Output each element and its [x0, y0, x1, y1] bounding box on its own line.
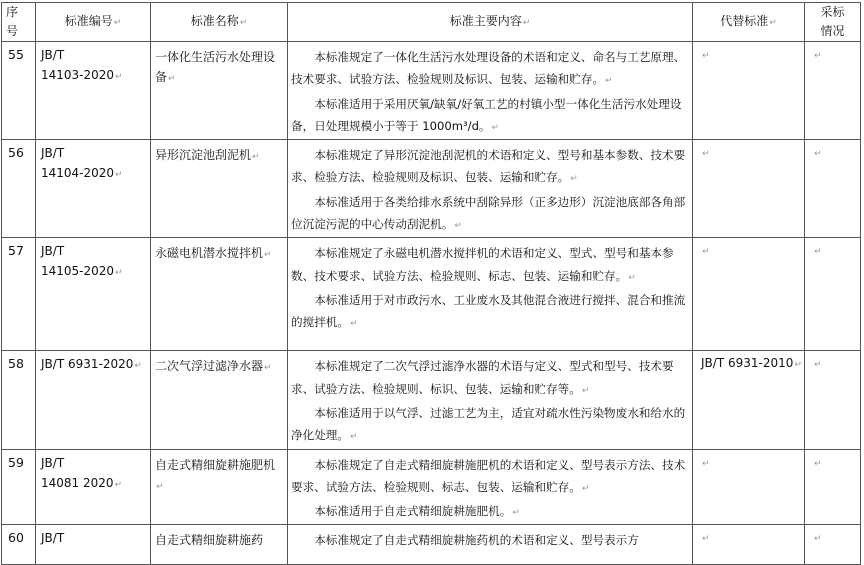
standard-name: 异形沉淀池刮泥机↵: [151, 140, 288, 238]
standard-content: 本标准规定了异形沉淀池刮泥机的术语和定义、型号和基本参数、技术要求、检验方法、检验规则及标识、包装、运输和贮存。↵ 本标准适用于各类给排水系统中刮除异形（正多边形）沉淀池底部各角部位沉淀污泥的中心传动刮泥机。↵: [288, 140, 693, 238]
replaced-standard: ↵: [693, 42, 805, 140]
row-number: 57: [2, 238, 36, 351]
standard-content: 本标准规定了自走式精细旋耕施肥机的术语和定义、型号表示方法、技术要求、试验方法、检验规则、标志、包装、运输和贮存。↵ 本标准适用于自走式精细旋耕施肥机。↵: [288, 449, 693, 525]
table-row: [2, 525, 861, 565]
table-row: [2, 140, 861, 238]
header-code: 标准编号↵: [36, 3, 151, 42]
standard-code: JB/T 14104-2020↵: [36, 140, 151, 238]
header-name: 标准名称↵: [151, 3, 288, 42]
standard-code: JB/T 14105-2020↵: [36, 238, 151, 351]
standard-name: 二次气浮过滤净水器↵: [151, 351, 288, 449]
header-replace: 代替标准↵: [693, 3, 805, 42]
header-seq-bottom: 号: [6, 24, 19, 38]
header-seq-top: 序: [6, 5, 19, 19]
row-number: 60: [2, 525, 36, 565]
adoption-status: ↵: [805, 525, 861, 565]
replaced-standard: ↵: [693, 525, 805, 565]
standard-name: 一体化生活污水处理设备↵: [151, 42, 288, 140]
replaced-standard: ↵: [693, 449, 805, 525]
standard-content: 本标准规定了一体化生活污水处理设备的术语和定义、命名与工艺原理、技术要求、试验方法、检验规则及标识、包装、运输和贮存。↵ 本标准适用于采用厌氧/缺氧/好氧工艺的村镇小型一体化生活污水处理设备，日处理规模小于等于 1000m³/d。↵: [288, 42, 693, 140]
standard-name: 自走式精细旋耕施肥机↵: [151, 449, 288, 525]
header-content: 标准主要内容↵: [288, 3, 693, 42]
standard-name: 自走式精细旋耕施药: [151, 525, 288, 565]
standard-content: 本标准规定了永磁电机潜水搅拌机的术语和定义、型式、型号和基本参数、技术要求、试验方法、检验规则、标志、包装、运输和贮存。↵ 本标准适用于对市政污水、工业废水及其他混合液进行搅拌、混合和推流的搅拌机。↵: [288, 238, 693, 351]
adoption-status: ↵: [805, 351, 861, 449]
header-status: [805, 3, 861, 42]
row-number: 58: [2, 351, 36, 449]
adoption-status: ↵: [805, 238, 861, 351]
table-row: [2, 351, 861, 449]
standard-code: JB/T 14103-2020↵: [36, 42, 151, 140]
row-number: 55: [2, 42, 36, 140]
standard-code: JB/T 14081 2020↵: [36, 449, 151, 525]
header-row: [2, 3, 861, 42]
replaced-standard: ↵: [693, 140, 805, 238]
replaced-standard: JB/T 6931-2010↵: [693, 351, 805, 449]
adoption-status: ↵: [805, 140, 861, 238]
standards-table: [1, 2, 861, 565]
header-status-bottom: 情况: [820, 24, 845, 38]
table-row: [2, 449, 861, 525]
adoption-status: ↵: [805, 42, 861, 140]
table-row: [2, 42, 861, 140]
standard-content: 本标准规定了自走式精细旋耕施药机的术语和定义、型号表示方: [288, 525, 693, 565]
header-seq: [2, 3, 36, 42]
header-status-top: 采标: [820, 5, 845, 19]
standard-content: 本标准规定了二次气浮过滤净水器的术语与定义、型式和型号、技术要求、试验方法、检验规则、标识、包装、运输和贮存等。↵ 本标准适用于以气浮、过滤工艺为主，适宜对疏水性污染物废水和给水的净化处理。↵: [288, 351, 693, 449]
table-row: [2, 238, 861, 351]
replaced-standard: ↵: [693, 238, 805, 351]
standard-name: 永磁电机潜水搅拌机↵: [151, 238, 288, 351]
standard-code: JB/T: [36, 525, 151, 565]
row-number: 56: [2, 140, 36, 238]
standard-code: JB/T 6931-2020↵: [36, 351, 151, 449]
row-number: 59: [2, 449, 36, 525]
adoption-status: ↵: [805, 449, 861, 525]
